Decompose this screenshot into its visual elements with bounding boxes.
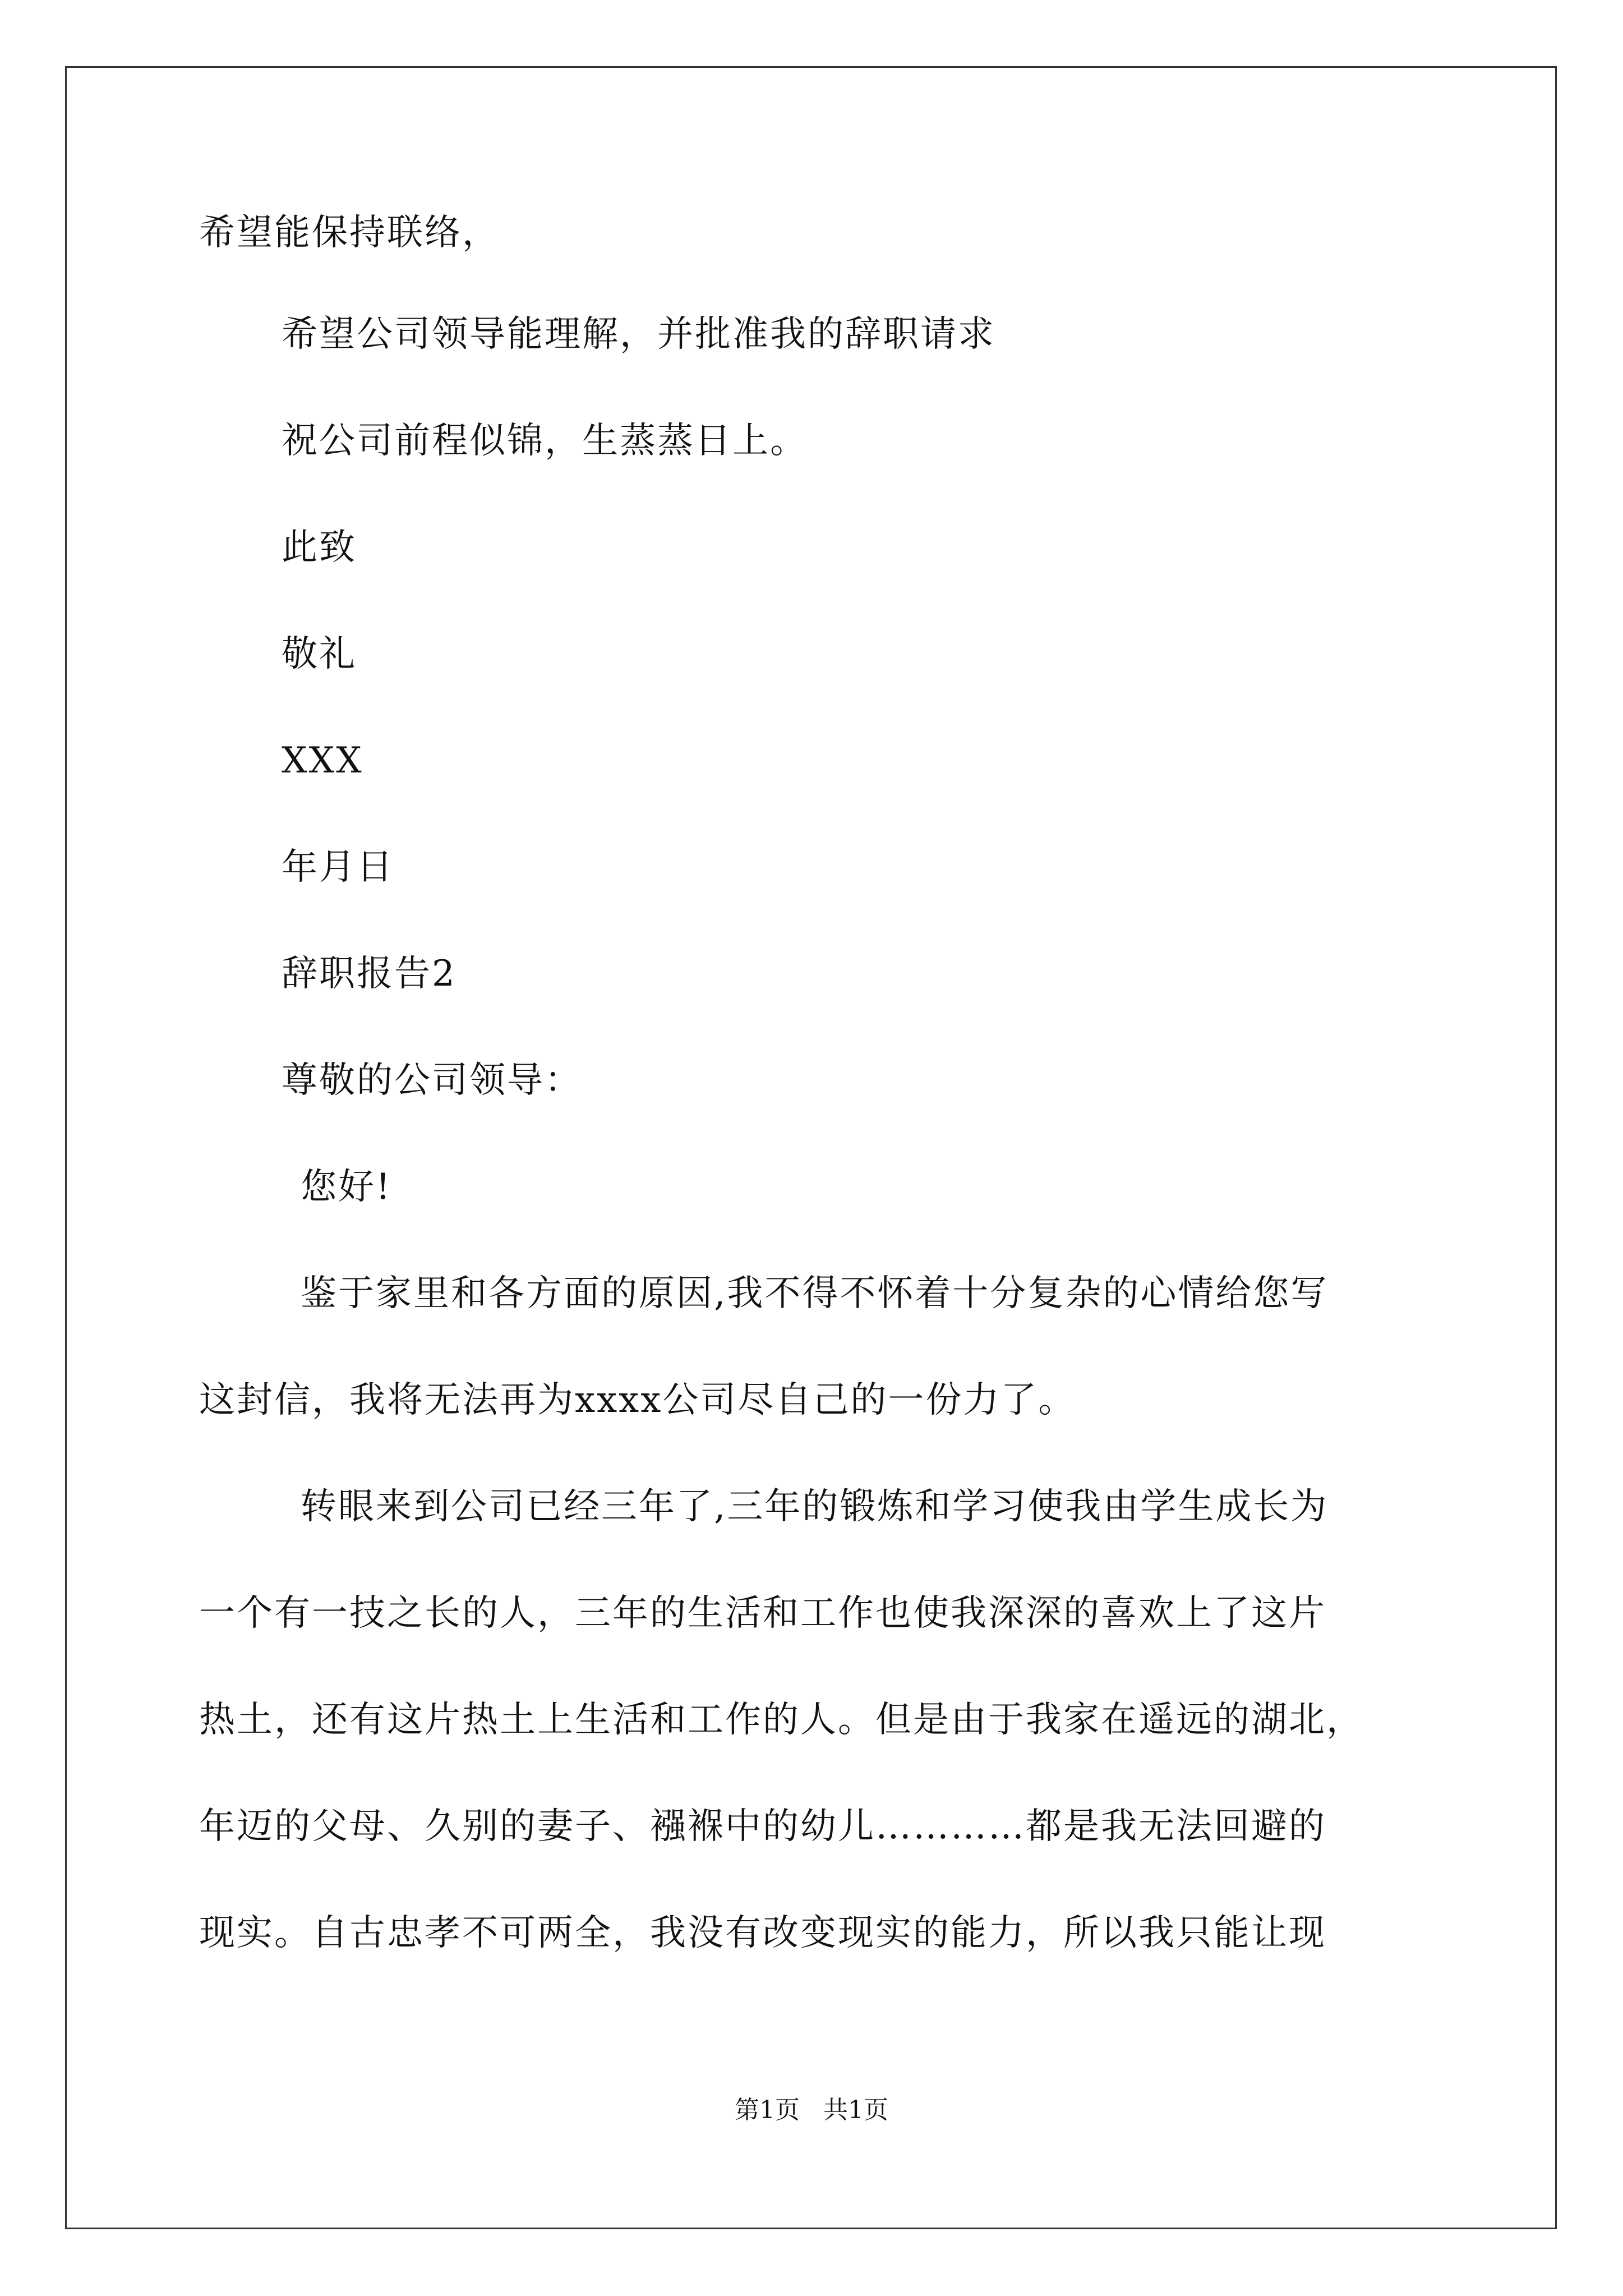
text-line-7: 年月日 xyxy=(282,846,394,888)
text-line-6: XXX xyxy=(282,740,363,781)
text-line-13: 转眼来到公司已经三年了,三年的锻炼和学习使我由学生成长为 xyxy=(301,1486,1329,1527)
text-line-10: 您好! xyxy=(301,1166,392,1208)
text-line-16: 年迈的父母、久别的妻子、襁褓中的幼儿…………都是我无法回避的 xyxy=(199,1806,1326,1847)
text-line-3: 祝公司前程似锦，生蒸蒸日上。 xyxy=(282,420,808,462)
text-line-15: 热土，还有这片热土上生活和工作的人。但是由于我家在遥远的湖北， xyxy=(199,1699,1364,1741)
text-line-1: 希望能保持联络， xyxy=(199,212,500,254)
text-line-4: 此致 xyxy=(282,527,357,568)
text-line-8: 辞职报告2 xyxy=(282,953,457,995)
text-line-12: 这封信，我将无法再为xxxx公司尽自己的一份力了。 xyxy=(199,1379,1076,1421)
text-line-9: 尊敬的公司领导： xyxy=(282,1060,582,1101)
text-line-5: 敬礼 xyxy=(282,633,357,675)
text-line-14: 一个有一技之长的人，三年的生活和工作也使我深深的喜欢上了这片 xyxy=(199,1593,1326,1634)
text-line-2: 希望公司领导能理解，并批准我的辞职请求 xyxy=(282,314,995,355)
text-line-17: 现实。自古忠孝不可两全，我没有改变现实的能力，所以我只能让现 xyxy=(199,1912,1326,1954)
page-number-footer: 第1页 共1页 xyxy=(735,2096,888,2124)
text-line-11: 鉴于家里和各方面的原因,我不得不怀着十分复杂的心情给您写 xyxy=(301,1273,1329,1314)
page-border xyxy=(65,66,1557,2229)
